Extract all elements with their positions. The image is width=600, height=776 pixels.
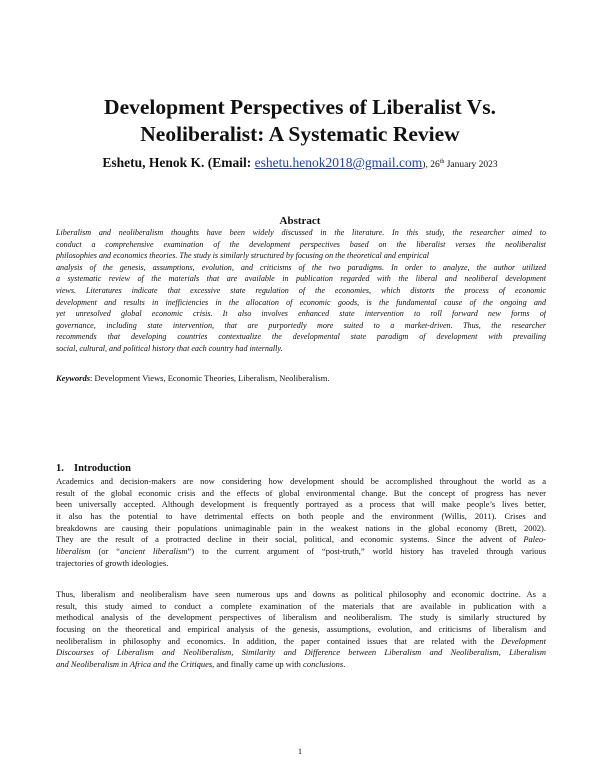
- abstract-line: analysis of the genesis, assumptions, evolution, and criticisms of the two paradigms. In order to analyze, the author utilized: [56, 262, 546, 272]
- paragraph-line: been universally accepted. Although development is frequently portrayed as a process that will make people’s lives better,: [56, 499, 546, 510]
- abstract-heading: Abstract: [279, 215, 321, 227]
- page-number: 1: [297, 746, 303, 756]
- keywords-text: : Development Views, Economic Theories, Liberalism, Neoliberalism.: [90, 373, 330, 383]
- abstract-line: views. Literatures indicate that excessive state regulation of the economies, which distorts the process of economic: [56, 285, 546, 295]
- date-suffix: January 2023: [444, 160, 498, 170]
- section-heading-introduction: [56, 462, 546, 476]
- intro-paragraph-2: [56, 589, 546, 671]
- text-run: (or “: [90, 545, 121, 556]
- text-run: They are the result of a protracted decline in their social, political, and economic systems. Since the advent of: [56, 534, 524, 545]
- paragraph-line: trajectories of growth ideologies.: [56, 557, 169, 568]
- author-name: Eshetu, Henok K.: [102, 155, 205, 170]
- text-run: .: [343, 658, 346, 669]
- email-close: ): [422, 160, 426, 170]
- paragraph-line: [56, 659, 546, 671]
- italic-run: Paleo-: [523, 534, 546, 545]
- author-line: [40, 153, 560, 174]
- text-run: neoliberalism in philosophy and economics. In addition, the paper contained issues that are related with the: [56, 635, 502, 646]
- paragraph-line: result, this study aimed to conduct a complete examination of the materials that are available in publication with a: [56, 600, 546, 611]
- abstract-line: philosophies and economics theories. The study is similarly structured by focusing on the theoretical and empirical: [56, 251, 430, 261]
- abstract-line: social, cultural, and political history that each country had internally.: [56, 343, 283, 353]
- text-run: , and finally came up with: [212, 658, 304, 669]
- italic-run: liberalism: [56, 545, 91, 556]
- section-number: 1.: [56, 463, 64, 474]
- paragraph-line: result of the global economic crisis and the effects of global environmental change. But the concept of progress has never: [56, 487, 546, 498]
- intro-paragraph-1: [56, 476, 546, 569]
- paragraph-line: [56, 647, 546, 659]
- abstract-line: development and results in inefficiencies in the allocation of economic goods, is the fundamental cause of the ongoing and: [56, 297, 546, 307]
- italic-run: conclusions: [303, 658, 344, 669]
- abstract-body: [56, 227, 546, 355]
- abstract-line: recommends that developing countries contextualize the developmental state paradigm of development with prevailing: [56, 332, 546, 342]
- paragraph-line: Academics and decision-makers are now considering how development should be accomplished throughout the world as a: [56, 476, 546, 486]
- italic-run: Development: [501, 635, 546, 646]
- paragraph-line: focusing on the theoretical and empirical analysis of the genesis, assumptions, evolution, and criticisms of liberalism and: [56, 623, 546, 634]
- title-line-1: Development Perspectives of Liberalist Vs.: [104, 95, 496, 119]
- paragraph-line: [56, 534, 546, 546]
- paragraph-line: Thus, liberalism and neoliberalism have seen numerous ups and downs as political philosophy and economic doctrine. As a: [56, 589, 546, 599]
- italic-run: ancient liberalism: [120, 545, 188, 556]
- italic-run: Liberalism: [509, 647, 546, 658]
- paragraph-line: it also has the potential to have detrimental effects on both people and the environment (Willis, 2011). Crises and: [56, 510, 546, 521]
- italic-run: Discourses of Liberalism and Neoliberalism, Similarity and Difference between Liberalism and Neoliberalism: [56, 647, 499, 658]
- abstract-line: Liberalism and neoliberalism thoughts have been widely discussed in the literature. In this study, the researcher aimed to: [56, 228, 546, 237]
- keywords-label: Keywords: [56, 373, 90, 383]
- abstract-line: governance, including state intervention, that are purportedly more suited to a market-driven. Thus, the researcher: [56, 320, 546, 330]
- title-line-2: Neoliberalist: A Systematic Review: [140, 122, 460, 146]
- text-run: ”) to the current argument of “post-truth,” world history has traveled through various: [187, 545, 546, 556]
- email-link[interactable]: eshetu.henok2018@gmail.com: [254, 155, 423, 170]
- abstract-line: conduct a comprehensive examination of the development perspectives based on the liberalist verses the neoliberalist: [56, 239, 546, 249]
- date-prefix: , 26: [425, 160, 440, 170]
- section-title: Introduction: [74, 463, 131, 474]
- text-run: ,: [498, 647, 510, 658]
- paragraph-line: methodical analysis of the development perspectives of liberalism and neoliberalism. The study is similarly structured by: [56, 612, 546, 623]
- paragraph-line: [56, 546, 546, 558]
- italic-run: and Neoliberalism in Africa and the Critiques: [56, 658, 213, 669]
- abstract-line: yet unresolved global economic crisis. It also involves enhanced state intervention to roll forward new forms of: [56, 309, 546, 319]
- email-label: (Email:: [207, 155, 252, 170]
- paragraph-line: [56, 636, 546, 648]
- date-superscript: th: [439, 159, 445, 165]
- paper-title: [40, 94, 560, 148]
- keywords-line: [56, 372, 546, 384]
- paragraph-line: breakdowns are causing their populations unimaginable pain in the weakest nations in the global economy (Brett, 2002).: [56, 522, 546, 533]
- abstract-line: a systematic review of the materials that are available in publication regarded with the liberal and neoliberal development: [56, 274, 546, 284]
